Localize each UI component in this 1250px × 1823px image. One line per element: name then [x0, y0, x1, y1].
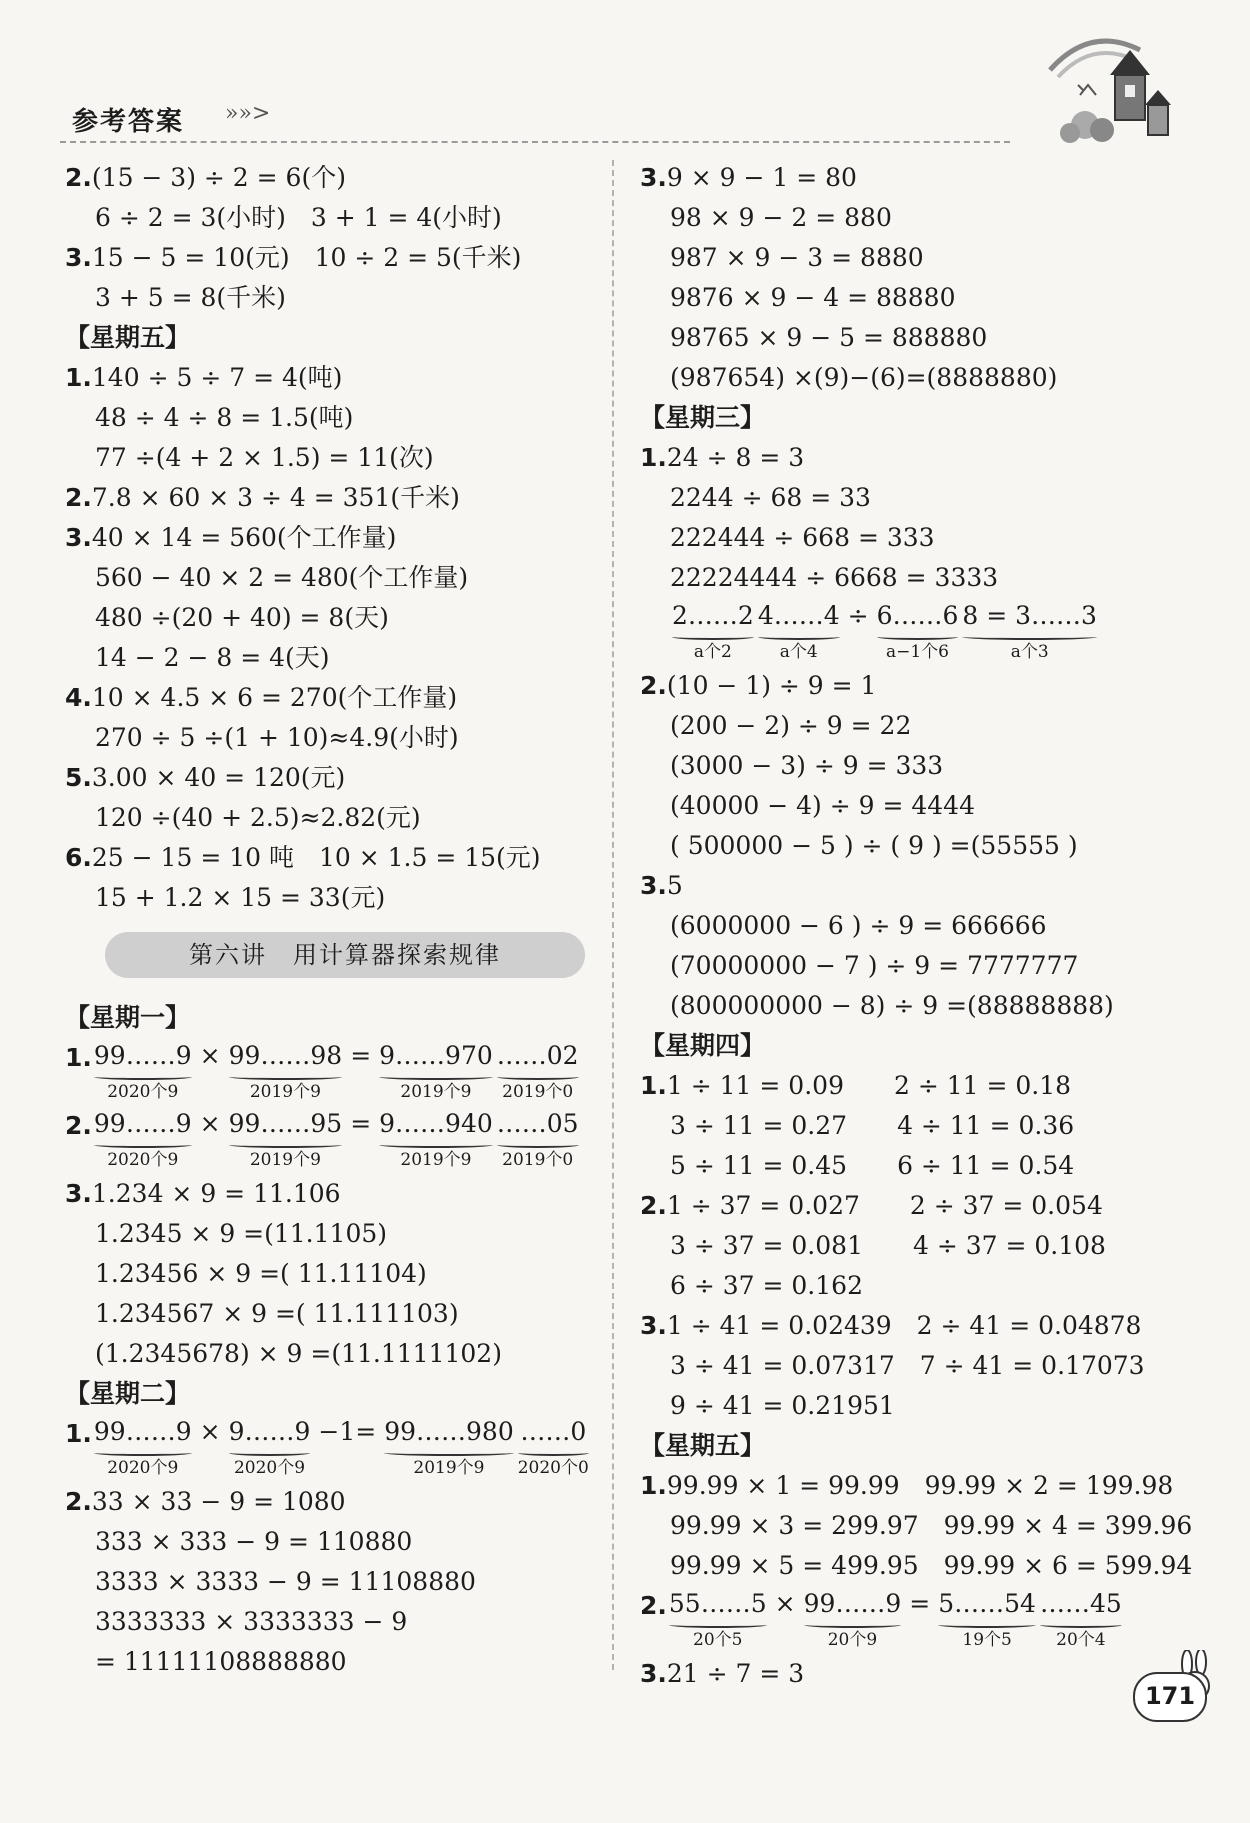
answer-line: 6.25 − 15 = 10 吨 10 × 1.5 = 15(元) [65, 843, 541, 872]
answer-line: 15 + 1.2 × 15 = 33(元) [95, 883, 386, 912]
brace-equation: 2. 99……9 2020个9 × 99……95 2019个9 = 9……940 2019个9 ……05 2019个0 [65, 1106, 605, 1174]
brace-equation: 1. 99……9 2020个9 × 99……98 2019个9 = 9……970 2019个9 ……02 2019个0 [65, 1038, 605, 1106]
section-thursday: 【星期四】 [640, 1031, 766, 1060]
answer-line: 3.9 × 9 − 1 = 80 [640, 163, 857, 192]
left-column [65, 158, 605, 1682]
brace-group: ……02 2019个0 [496, 1041, 579, 1102]
answer-line: 3.21 ÷ 7 = 3 [640, 1659, 805, 1688]
brace-group: ……05 2019个0 [496, 1109, 579, 1170]
answer-line: 270 ÷ 5 ÷(1 + 10)≈4.9(小时) [95, 723, 459, 752]
answer-line: 6 ÷ 37 = 0.162 [670, 1271, 863, 1300]
answer-line: 3 + 5 = 8(千米) [95, 283, 286, 312]
answer-line: 2.(10 − 1) ÷ 9 = 1 [640, 671, 877, 700]
section-friday-right: 【星期五】 [640, 1431, 766, 1460]
answer-line: 2.(15 − 3) ÷ 2 = 6(个) [65, 163, 346, 192]
brace-group: 9……940 2019个9 [379, 1109, 493, 1170]
answer-line: 3 ÷ 41 = 0.07317 7 ÷ 41 = 0.17073 [670, 1351, 1145, 1380]
section-wednesday: 【星期三】 [640, 403, 766, 432]
answer-line: 3 ÷ 11 = 0.27 4 ÷ 11 = 0.36 [670, 1111, 1075, 1140]
answer-line: 987 × 9 − 3 = 8880 [670, 243, 924, 272]
answer-line: 2244 ÷ 68 = 33 [670, 483, 871, 512]
section-friday: 【星期五】 [65, 323, 191, 352]
answer-line: 5.3.00 × 40 = 120(元) [65, 763, 346, 792]
answer-line: 1.1 ÷ 11 = 0.09 2 ÷ 11 = 0.18 [640, 1071, 1072, 1100]
answer-line: 3.1 ÷ 41 = 0.02439 2 ÷ 41 = 0.04878 [640, 1311, 1142, 1340]
answer-line: 560 − 40 × 2 = 480(个工作量) [95, 563, 469, 592]
brace-group: ……45 20个4 [1039, 1589, 1122, 1650]
answer-line: 3333333 × 3333333 − 9 [95, 1607, 408, 1636]
answer-line: 3.5 [640, 871, 683, 900]
answer-line: 1.24 ÷ 8 = 3 [640, 443, 805, 472]
answer-line: (6000000 − 6 ) ÷ 9 = 666666 [670, 911, 1047, 940]
answer-line: 98 × 9 − 2 = 880 [670, 203, 892, 232]
answer-line: 2.7.8 × 60 × 3 ÷ 4 = 351(千米) [65, 483, 460, 512]
answer-line: 1.234567 × 9 =( 11.111103) [95, 1299, 459, 1328]
page-title: 参考答案 [72, 107, 185, 137]
lecture-banner: 第六讲 用计算器探索规律 [105, 932, 585, 978]
answer-line: 333 × 333 − 9 = 110880 [95, 1527, 413, 1556]
answer-line: 4.10 × 4.5 × 6 = 270(个工作量) [65, 683, 458, 712]
answer-line: ( 500000 − 5 ) ÷ ( 9 ) =(55555 ) [670, 831, 1078, 860]
answer-line: (200 − 2) ÷ 9 = 22 [670, 711, 912, 740]
answer-line: (987654) ×(9)−(6)=(8888880) [670, 363, 1058, 392]
column-divider [612, 160, 614, 1670]
answer-line: 9876 × 9 − 4 = 88880 [670, 283, 956, 312]
house-decoration-icon [1030, 25, 1200, 155]
answer-line: 222444 ÷ 668 = 333 [670, 523, 935, 552]
brace-equation: 1. 99……9 2020个9 × 9……9 2020个9 −1= 99……980 2019个9 ……0 2020个0 [65, 1414, 605, 1482]
answer-line: 99.99 × 5 = 499.95 99.99 × 6 = 599.94 [670, 1551, 1193, 1580]
answer-line: 22224444 ÷ 6668 = 3333 [670, 563, 999, 592]
answer-line: 3333 × 3333 − 9 = 11108880 [95, 1567, 476, 1596]
answer-line: 1.140 ÷ 5 ÷ 7 = 4(吨) [65, 363, 343, 392]
answer-line: (3000 − 3) ÷ 9 = 333 [670, 751, 944, 780]
answer-line: (1.2345678) × 9 =(11.1111102) [95, 1339, 502, 1368]
page-number: 171 [1133, 1672, 1207, 1722]
answer-line: 480 ÷(20 + 40) = 8(天) [95, 603, 389, 632]
brace-group: 99……98 2019个9 [228, 1041, 343, 1102]
answer-line: (70000000 − 7 ) ÷ 9 = 7777777 [670, 951, 1079, 980]
answer-line: 120 ÷(40 + 2.5)≈2.82(元) [95, 803, 421, 832]
answer-line: 77 ÷(4 + 2 × 1.5) = 11(次) [95, 443, 434, 472]
brace-group: 99……9 2020个9 [93, 1041, 192, 1102]
answer-line: 14 − 2 − 8 = 4(天) [95, 643, 330, 672]
brace-group: 9……9 2020个9 [228, 1417, 311, 1478]
answer-line: 3.40 × 14 = 560(个工作量) [65, 523, 397, 552]
answer-line: 3.1.234 × 9 = 11.106 [65, 1179, 341, 1208]
brace-group: 9……970 2019个9 [379, 1041, 493, 1102]
brace-group: ……0 2020个0 [517, 1417, 589, 1478]
answer-line: 99.99 × 3 = 299.97 99.99 × 4 = 399.96 [670, 1511, 1193, 1540]
brace-group: 5……54 19个5 [938, 1589, 1036, 1650]
answer-line: 3 ÷ 37 = 0.081 4 ÷ 37 = 0.108 [670, 1231, 1106, 1260]
header-arrows: »»> [225, 101, 271, 126]
brace-group: 2……2 a个2 [672, 601, 754, 662]
section-tuesday: 【星期二】 [65, 1379, 191, 1408]
answer-line: 5 ÷ 11 = 0.45 6 ÷ 11 = 0.54 [670, 1151, 1075, 1180]
answer-line: = 11111108888880 [95, 1647, 347, 1676]
brace-group: 99……9 2020个9 [93, 1109, 192, 1170]
answer-line: 2.1 ÷ 37 = 0.027 2 ÷ 37 = 0.054 [640, 1191, 1103, 1220]
answer-line: 1.99.99 × 1 = 99.99 99.99 × 2 = 199.98 [640, 1471, 1174, 1500]
brace-equation: 2……2 a个2 4……4 a个4 ÷ 6……6 a−1个6 8 = 3……3 a个3 [640, 598, 1185, 666]
brace-group: 99……980 2019个9 [384, 1417, 514, 1478]
answer-line: 1.23456 × 9 =( 11.11104) [95, 1259, 427, 1288]
brace-equation: 2. 55……5 20个5 × 99……9 20个9 = 5……54 19个5 ……45 20个4 [640, 1586, 1185, 1654]
brace-group: 6……6 a−1个6 [876, 601, 959, 662]
right-column [640, 158, 1193, 1694]
brace-group: 55……5 20个5 [668, 1589, 767, 1650]
answer-line: 3.15 − 5 = 10(元) 10 ÷ 2 = 5(千米) [65, 243, 522, 272]
answer-line: 98765 × 9 − 5 = 888880 [670, 323, 988, 352]
answer-line: 1.2345 × 9 =(11.1105) [95, 1219, 388, 1248]
brace-group: 8 = 3……3 a个3 [962, 601, 1097, 662]
header-rule [60, 141, 1010, 143]
answer-line: 6 ÷ 2 = 3(小时) 3 + 1 = 4(小时) [95, 203, 502, 232]
page-header [60, 95, 1010, 145]
answer-line: (40000 − 4) ÷ 9 = 4444 [670, 791, 975, 820]
brace-group: 99……95 2019个9 [228, 1109, 343, 1170]
section-monday: 【星期一】 [65, 1003, 191, 1032]
answer-line: 48 ÷ 4 ÷ 8 = 1.5(吨) [95, 403, 354, 432]
answer-line: 9 ÷ 41 = 0.21951 [670, 1391, 895, 1420]
answer-line: 2.33 × 33 − 9 = 1080 [65, 1487, 346, 1516]
brace-group: 4……4 a个4 [757, 601, 840, 662]
answer-line: (800000000 − 8) ÷ 9 =(88888888) [670, 991, 1114, 1020]
brace-group: 99……9 20个9 [803, 1589, 902, 1650]
brace-group: 99……9 2020个9 [93, 1417, 192, 1478]
